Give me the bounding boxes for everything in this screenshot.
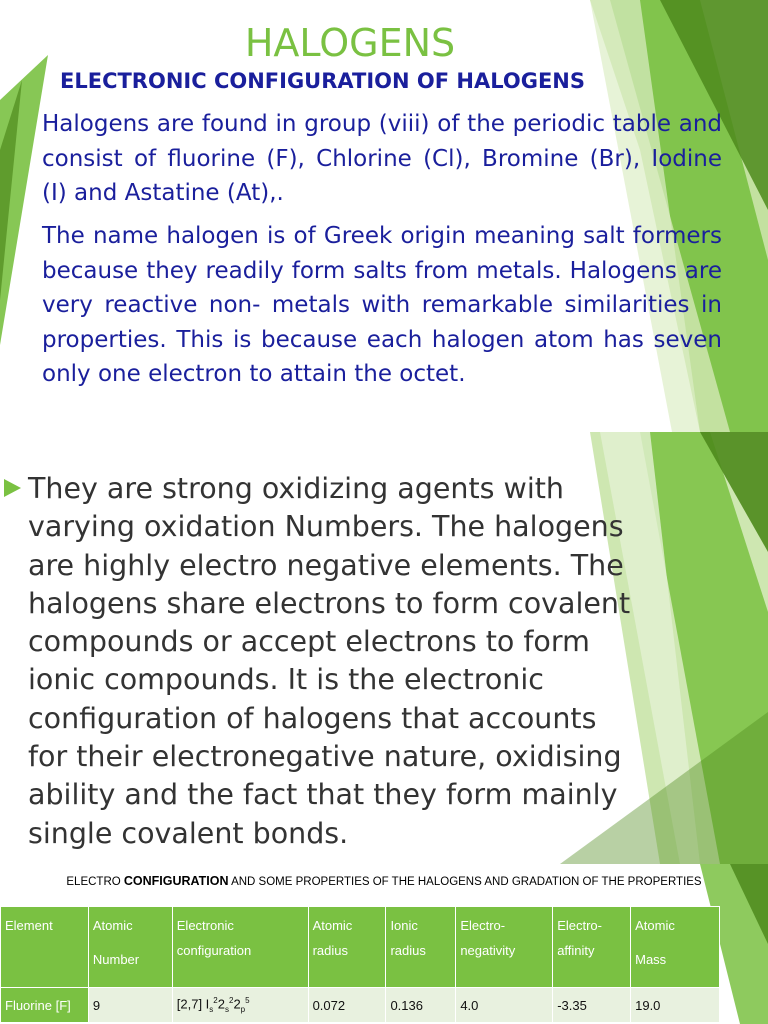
cell-electron-affinity: -3.35 [553,988,631,1023]
slide-halogens-intro [0,0,768,432]
slide-properties-table [0,864,768,1024]
header-electron-affinity: Electro- affinity [553,907,631,988]
header-electronic-configuration: Electronic configuration [172,907,308,988]
header-element: Element [1,907,89,988]
bullet-line: ionic compounds. It is the electronic [28,663,544,697]
bullet-line: They are strong oxidizing agents with [28,472,564,505]
caption-part: AND SOME PROPERTIES OF THE HALOGENS AND GRADATION OF THE PROPERTIES [228,876,702,888]
halogen-properties-table [0,906,720,1023]
section-subtitle: ELECTRONIC CONFIGURATION OF HALOGENS [60,69,585,93]
cell-atomic-mass: 19.0 [631,988,720,1023]
page-title: HALOGENS [244,21,456,65]
cell-electronegativity: 4.0 [456,988,553,1023]
bullet-line: ability and the fact that they form mainly [28,778,618,812]
header-ionic-radius: Ionic radius [386,907,456,988]
caption-bold: CONFIGURATION [123,874,229,888]
header-atomic-radius: Atomic radius [308,907,386,988]
table-row [1,988,720,1023]
intro-paragraph: Halogens are found in group (viii) of the periodic table and consist of fluorine (F), Chlorine (Cl), Bromine (Br), Iodine (I) and Astatine (At),. [42,111,722,206]
header-atomic-number: Atomic Number [88,907,172,988]
name-origin-paragraph: The name halogen is of Greek origin meaning salt formers because they readily form salts from metals. Halogens are very reactive non- metals with remarkable similarities in properties. This is because each halogen atom has seven only one electron to attain the octet. [42,223,722,387]
table-caption [0,874,768,888]
bullet-paragraph [28,470,638,853]
cell-element: Fluorine [F] [1,988,89,1023]
bullet-line: halogens share electrons to form covalent [28,586,631,620]
bullet-line: varying oxidation Numbers. The halogens [28,510,624,544]
bullet-line: configuration of halogens that accounts [28,701,597,735]
bullet-arrow-icon [4,479,21,497]
cell-ionic-radius: 0.136 [386,988,456,1023]
slide-halogen-properties [0,432,768,864]
cell-atomic-radius: 0.072 [308,988,386,1023]
cell-atomic-number: 9 [88,988,172,1023]
header-electronegativity: Electro- negativity [456,907,553,988]
bullet-line: compounds or accept electrons to form [28,625,590,659]
bullet-line: single covalent bonds. [28,816,349,850]
bullet-line: for their electronegative nature, oxidising [28,740,622,774]
table-header-row [1,907,720,988]
caption-part: ELECTRO [66,876,124,888]
cell-electronic-configuration: [2,7] $I_s^22_s^22_p^5$ [172,988,308,1023]
bullet-line: are highly electro negative elements. The [28,548,624,582]
header-atomic-mass: Atomic Mass [631,907,720,988]
